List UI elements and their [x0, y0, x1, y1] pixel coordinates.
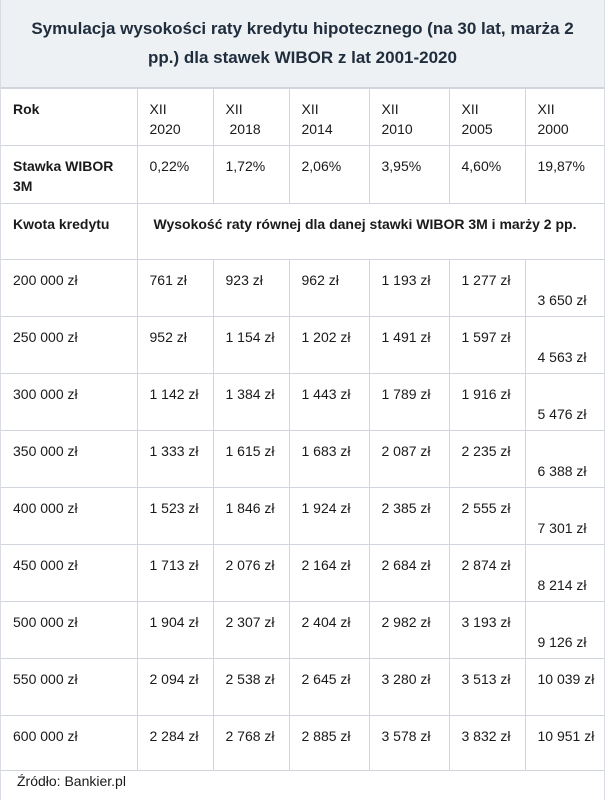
wibor-rate: 2,06%	[289, 146, 369, 204]
payment-cell: 1 142 zł	[137, 374, 213, 431]
payment-cell: 7 301 zł	[525, 488, 604, 545]
payment-cell: 761 zł	[137, 260, 213, 317]
payment-cell: 10 951 zł	[525, 716, 604, 771]
wibor-rate: 3,95%	[369, 146, 449, 204]
section-header-row	[1, 204, 604, 260]
payment-cell: 1 683 zł	[289, 431, 369, 488]
table-row	[1, 545, 604, 602]
payment-cell: 2 684 zł	[369, 545, 449, 602]
payment-cell: 1 277 zł	[449, 260, 525, 317]
payment-cell: 3 578 zł	[369, 716, 449, 771]
table-row	[1, 716, 604, 771]
payment-cell: 1 789 zł	[369, 374, 449, 431]
payment-cell: 2 555 zł	[449, 488, 525, 545]
payment-cell: 962 zł	[289, 260, 369, 317]
payment-cell: 1 202 zł	[289, 317, 369, 374]
payment-cell: 2 645 zł	[289, 659, 369, 716]
section-span-label: Wysokość raty równej dla danej stawki WIBOR 3M i marży 2 pp.	[137, 204, 604, 260]
wibor-table	[1, 88, 604, 771]
payment-cell: 1 491 zł	[369, 317, 449, 374]
payment-cell: 2 874 zł	[449, 545, 525, 602]
payment-cell: 923 zł	[213, 260, 289, 317]
payment-cell: 3 513 zł	[449, 659, 525, 716]
amount-cell: 600 000 zł	[1, 716, 137, 771]
payment-cell: 952 zł	[137, 317, 213, 374]
payment-cell: 10 039 zł	[525, 659, 604, 716]
payment-cell: 1 924 zł	[289, 488, 369, 545]
payment-cell: 1 154 zł	[213, 317, 289, 374]
payment-cell: 1 904 zł	[137, 602, 213, 659]
wibor-rate: 4,60%	[449, 146, 525, 204]
amount-cell: 250 000 zł	[1, 317, 137, 374]
table-row	[1, 374, 604, 431]
amount-cell: 350 000 zł	[1, 431, 137, 488]
payment-cell: 1 846 zł	[213, 488, 289, 545]
payment-cell: 2 094 zł	[137, 659, 213, 716]
payment-cell: 9 126 zł	[525, 602, 604, 659]
payment-cell: 2 385 zł	[369, 488, 449, 545]
payment-cell: 1 193 zł	[369, 260, 449, 317]
payment-cell: 1 384 zł	[213, 374, 289, 431]
payment-cell: 1 916 zł	[449, 374, 525, 431]
table-row	[1, 260, 604, 317]
table-row	[1, 317, 604, 374]
payment-cell: 1 713 zł	[137, 545, 213, 602]
wibor-rate: 1,72%	[213, 146, 289, 204]
source-note: Źródło: Bankier.pl	[17, 773, 126, 789]
year-cell: XII 2000	[525, 89, 604, 146]
payment-cell: 8 214 zł	[525, 545, 604, 602]
payment-cell: 2 982 zł	[369, 602, 449, 659]
amount-cell: 200 000 zł	[1, 260, 137, 317]
table-row	[1, 602, 604, 659]
year-cell: XII 2014	[289, 89, 369, 146]
payment-cell: 1 523 zł	[137, 488, 213, 545]
payment-cell: 5 476 zł	[525, 374, 604, 431]
year-cell: XII 2010	[369, 89, 449, 146]
amount-cell: 500 000 zł	[1, 602, 137, 659]
payment-cell: 2 768 zł	[213, 716, 289, 771]
payment-cell: 2 164 zł	[289, 545, 369, 602]
rok-label: Rok	[1, 89, 137, 146]
wibor-row	[1, 146, 604, 204]
amount-cell: 400 000 zł	[1, 488, 137, 545]
payment-cell: 1 333 zł	[137, 431, 213, 488]
payment-cell: 4 563 zł	[525, 317, 604, 374]
wibor-label: Stawka WIBOR 3M	[1, 146, 137, 204]
payment-cell: 2 538 zł	[213, 659, 289, 716]
payment-cell: 2 076 zł	[213, 545, 289, 602]
payment-cell: 2 284 zł	[137, 716, 213, 771]
payment-cell: 6 388 zł	[525, 431, 604, 488]
payment-cell: 1 615 zł	[213, 431, 289, 488]
payment-cell: 2 885 zł	[289, 716, 369, 771]
table-row	[1, 659, 604, 716]
amount-cell: 450 000 zł	[1, 545, 137, 602]
kwota-label: Kwota kredytu	[1, 204, 137, 260]
payment-cell: 3 280 zł	[369, 659, 449, 716]
payment-cell: 2 404 zł	[289, 602, 369, 659]
payment-cell: 2 235 zł	[449, 431, 525, 488]
wibor-rate: 19,87%	[525, 146, 604, 204]
amount-cell: 300 000 zł	[1, 374, 137, 431]
payment-cell: 2 087 zł	[369, 431, 449, 488]
amount-cell: 550 000 zł	[1, 659, 137, 716]
table-title: Symulacja wysokości raty kredytu hipotecznego (na 30 lat, marża 2 pp.) dla stawek WIBOR z lat 2001-2020	[1, 0, 604, 88]
wibor-rate: 0,22%	[137, 146, 213, 204]
table-row	[1, 431, 604, 488]
year-header-row	[1, 89, 604, 146]
payment-cell: 3 832 zł	[449, 716, 525, 771]
payment-cell: 2 307 zł	[213, 602, 289, 659]
payment-cell: 3 650 zł	[525, 260, 604, 317]
table-row	[1, 488, 604, 545]
year-cell: XII 2018	[213, 89, 289, 146]
year-cell: XII 2020	[137, 89, 213, 146]
payment-cell: 1 597 zł	[449, 317, 525, 374]
year-cell: XII 2005	[449, 89, 525, 146]
payment-cell: 3 193 zł	[449, 602, 525, 659]
payment-cell: 1 443 zł	[289, 374, 369, 431]
